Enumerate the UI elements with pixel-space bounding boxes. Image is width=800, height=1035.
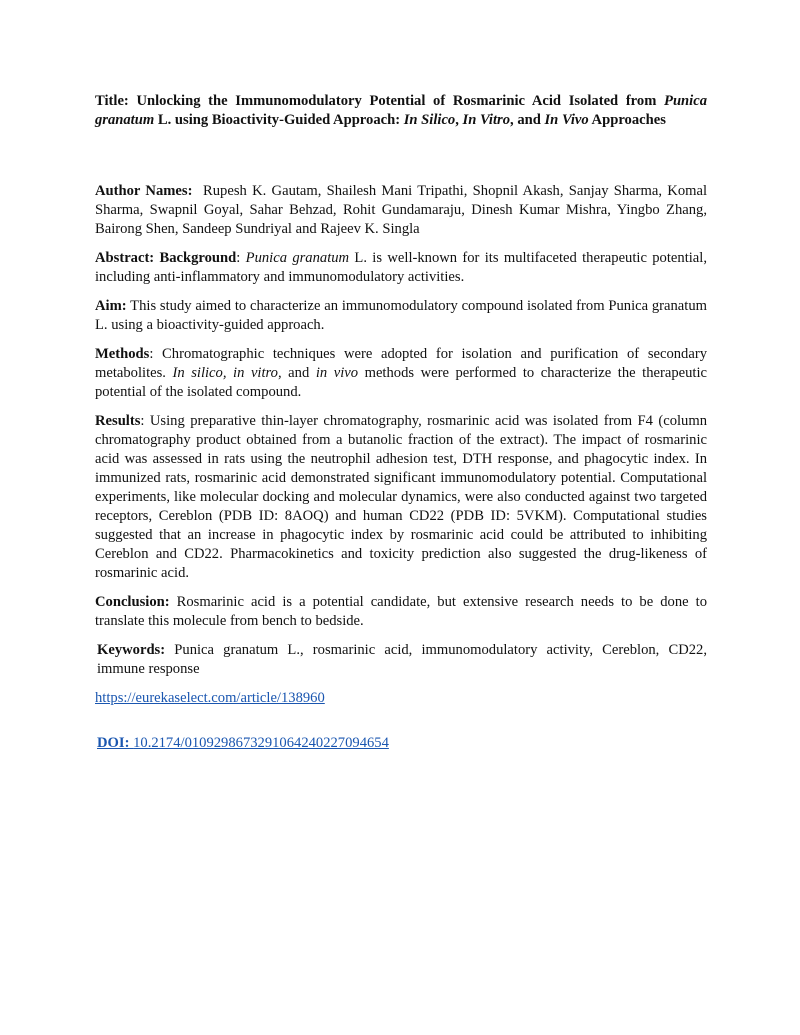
- conclusion-section: [95, 593, 707, 631]
- article-url-line: [95, 689, 707, 708]
- article-url-link[interactable]: https://eurekaselect.com/article/138960: [95, 690, 325, 706]
- authors-list: Rupesh K. Gautam, Shailesh Mani Tripathi, Shopnil Akash, Sanjay Sharma, Komal Sharma, Swapnil Goyal, Sahar Behzad, Rohit Gundamaraju, Dinesh Kumar Mishra, Yingbo Zhang, Bairong Shen, Sandeep Sundriyal and Rajeev K. Singla: [95, 183, 707, 237]
- doi-value: 10.2174/0109298673291064240227094654: [133, 735, 389, 751]
- doi-line: [97, 734, 707, 753]
- abstract-background: [95, 249, 707, 287]
- paper-page: [95, 92, 707, 753]
- methods-text3: methods were performed to characterize the therapeutic potential of the isolated compound.: [95, 365, 707, 400]
- paper-title: [95, 92, 707, 130]
- methods-section: [95, 345, 707, 402]
- aim-text: This study aimed to characterize an immunomodulatory compound isolated from Punica granatum L. using a bioactivity-guided approach.: [95, 298, 707, 333]
- title-and: , and: [510, 112, 541, 128]
- title-species: Punica granatum: [95, 93, 708, 128]
- title-in-vitro: In Vitro: [462, 112, 511, 128]
- doi-link[interactable]: [97, 735, 389, 751]
- results-label: Results: [95, 413, 141, 429]
- methods-label: Methods: [95, 346, 150, 362]
- title-part1: Unlocking the Immunomodulatory Potential of Rosmarinic Acid Isolated from: [136, 93, 657, 109]
- keywords-section: [97, 641, 707, 679]
- methods-in-vivo: in vivo: [315, 365, 359, 381]
- aim-section: [95, 297, 707, 335]
- keywords-text: Punica granatum L., rosmarinic acid, immunomodulatory activity, Cereblon, CD22, immune response: [97, 642, 707, 677]
- abstract-label: Abstract:: [95, 250, 155, 266]
- title-label: Title:: [95, 93, 129, 109]
- title-in-vivo: In Vivo: [544, 112, 589, 128]
- methods-text1: : Chromatographic techniques were adopted for isolation and purification of secondary metabolites.: [95, 346, 707, 381]
- methods-in-silico: In silico, in vitro: [172, 365, 278, 381]
- results-section: [95, 412, 707, 583]
- author-names: [95, 182, 707, 239]
- abstract-text: L. is well-known for its multifaceted therapeutic potential, including anti-inflammatory and immunomodulatory activities.: [95, 250, 707, 285]
- conclusion-label: Conclusion:: [95, 594, 170, 610]
- aim-label: Aim:: [95, 298, 127, 314]
- methods-text2: , and: [277, 365, 310, 381]
- doi-label: DOI:: [97, 735, 130, 751]
- title-part2: L. using Bioactivity-Guided Approach:: [157, 112, 401, 128]
- abstract-species: Punica granatum: [245, 250, 350, 266]
- background-colon: :: [236, 250, 241, 266]
- authors-label: Author Names:: [95, 183, 193, 199]
- background-label: Background: [159, 250, 237, 266]
- title-in-silico: In Silico: [403, 112, 456, 128]
- keywords-label: Keywords:: [97, 642, 166, 658]
- title-part3: Approaches: [591, 112, 666, 128]
- results-text: : Using preparative thin-layer chromatography, rosmarinic acid was isolated from F4 (column chromatography product obtained from a butanolic fraction of the extract). The impact of rosmarinic acid was assessed in rats using the neutrophil adhesion test, DTH response, and phagocytic index. In immunized rats, rosmarinic acid demonstrated significant immunomodulatory potential. Computational experiments, like molecular docking and molecular dynamics, were also conducted against two targeted receptors, Cereblon (PDB ID: 8AOQ) and human CD22 (PDB ID: 5VKM). Computational studies suggested that an increase in phagocytic index by rosmarinic acid could be attributed to inhibiting Cereblon and CD22. Pharmacokinetics and toxicity prediction also suggested the drug-likeness of rosmarinic acid.: [95, 413, 707, 581]
- title-comma: ,: [455, 112, 459, 128]
- conclusion-text: Rosmarinic acid is a potential candidate, but extensive research needs to be done to translate this molecule from bench to bedside.: [95, 594, 707, 629]
